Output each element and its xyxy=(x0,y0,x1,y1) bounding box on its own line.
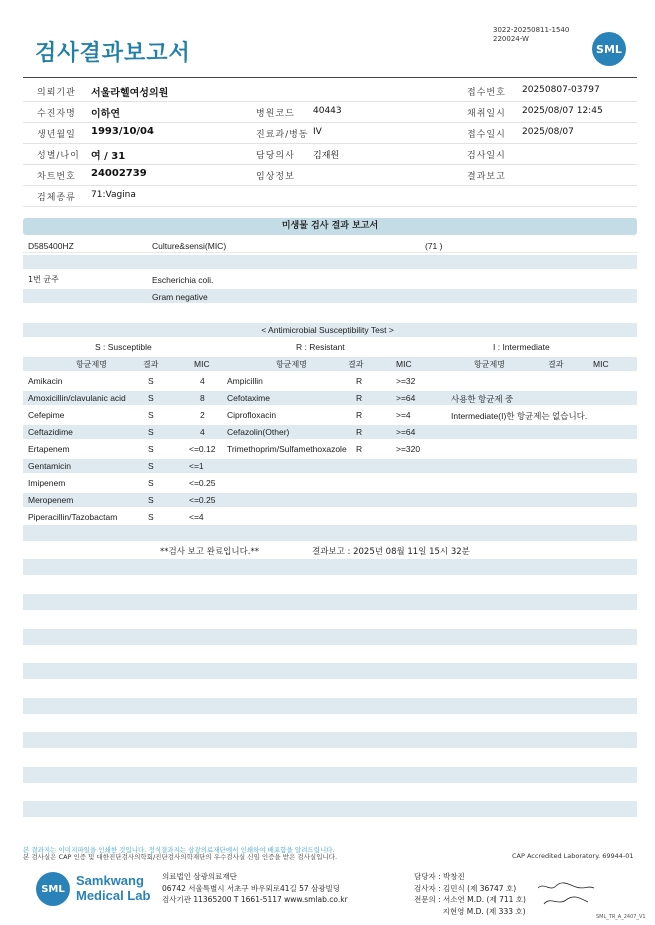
test-name: Culture&sensi(MIC) xyxy=(152,241,227,251)
field-value: 서울라헬여성의원 xyxy=(91,88,169,99)
patient-row xyxy=(23,101,637,123)
signatories: 담당자 : 박창진 검사자 : 김민식 (제 36747 호) 전문의 : 서소연 M.D. (제 711 호) 지현영 M.D. (제 333 호) xyxy=(414,872,526,916)
band xyxy=(23,663,637,679)
drug-name: Cefazolin(Other) xyxy=(227,427,290,437)
test-row xyxy=(23,238,637,253)
drug-result: S xyxy=(148,512,154,522)
field-label: 접수번호 xyxy=(467,88,506,98)
field-label: 접수일시 xyxy=(467,130,506,140)
drug-mic: <=1 xyxy=(189,461,204,471)
band xyxy=(23,425,637,439)
band xyxy=(23,459,637,473)
drug-result: S xyxy=(148,393,154,403)
drug-name: Cefotaxime xyxy=(227,393,270,403)
drug-name: Amikacin xyxy=(28,376,63,386)
drug-mic: 4 xyxy=(200,376,205,386)
drug-name: Ertapenem xyxy=(28,444,70,454)
band xyxy=(23,525,637,541)
col-header-drug: 항균제명 xyxy=(276,360,307,369)
field-label: 차트번호 xyxy=(37,172,76,182)
col-header-mic: MIC xyxy=(593,359,609,369)
drug-result: S xyxy=(148,495,154,505)
legend-intermediate: I : Intermediate xyxy=(493,342,550,352)
drug-mic: 2 xyxy=(200,410,205,420)
band xyxy=(23,732,637,748)
field-value: 24002739 xyxy=(91,168,147,179)
report-time: 결과보고 : 2025년 08월 11일 15시 32분 xyxy=(312,547,470,557)
field-label: 성별/나이 xyxy=(37,151,80,161)
drug-result: S xyxy=(148,461,154,471)
drug-name: Ampicillin xyxy=(227,376,263,386)
field-label: 결과보고 xyxy=(467,172,506,182)
field-label: 의뢰기관 xyxy=(37,88,76,98)
header-divider xyxy=(23,77,637,78)
test-number: (71 ) xyxy=(425,241,443,251)
patient-row xyxy=(23,80,637,102)
drug-mic: >=32 xyxy=(396,376,416,386)
col-header-mic: MIC xyxy=(194,359,210,369)
field-value: 20250807-03797 xyxy=(522,85,600,95)
document-id: 3022-20250811-1540 220024-W xyxy=(493,26,570,43)
form-code: SML_TR_A_2407_V1 xyxy=(596,914,646,920)
patient-row xyxy=(23,185,637,207)
complete-message: **검사 보고 완료입니다.** xyxy=(160,547,260,557)
drug-result: R xyxy=(356,376,363,386)
drug-mic: <=0.12 xyxy=(189,444,216,454)
sml-footer-logo: SML xyxy=(36,872,70,906)
drug-name: Piperacillin/Tazobactam xyxy=(28,512,118,522)
band xyxy=(23,698,637,714)
drug-mic: >=64 xyxy=(396,393,416,403)
micro-section-title: 미생물 검사 결과 보고서 xyxy=(23,218,637,235)
drug-name: Trimethoprim/Sulfamethoxazole xyxy=(227,444,347,454)
print-notice: 본 결과지는 이미지파일을 인쇄한 것입니다. 정식결과지는 삼광의료재단에서 인쇄하여 배포함을 알려드립니다. xyxy=(23,846,335,854)
drug-mic: 4 xyxy=(200,427,205,437)
drug-result: R xyxy=(356,427,363,437)
field-value: 1993/10/04 xyxy=(91,126,154,137)
col-header-result: 결과 xyxy=(143,360,159,369)
cap-accreditation: CAP Accredited Laboratory. 69944-01 xyxy=(512,852,634,860)
field-label: 생년월일 xyxy=(37,130,76,140)
drug-mic: >=64 xyxy=(396,427,416,437)
field-label: 임상정보 xyxy=(256,172,295,182)
drug-name: Cefepime xyxy=(28,410,65,420)
patient-row xyxy=(23,143,637,165)
drug-name: Amoxicillin/clavulanic acid xyxy=(28,393,126,403)
field-value: 이하연 xyxy=(91,109,120,120)
col-header-mic: MIC xyxy=(396,359,412,369)
drug-name: Ciprofloxacin xyxy=(227,410,277,420)
drug-mic: >=4 xyxy=(396,410,411,420)
band xyxy=(23,767,637,783)
drug-name: Gentamicin xyxy=(28,461,71,471)
drug-result: S xyxy=(148,478,154,488)
field-value: 2025/08/07 12:45 xyxy=(522,106,603,116)
field-value: 여 / 31 xyxy=(91,151,126,162)
field-label: 병원코드 xyxy=(256,109,295,119)
band xyxy=(23,289,637,303)
drug-result: S xyxy=(148,427,154,437)
page-title: 검사결과보고서 xyxy=(35,41,191,66)
field-value: 2025/08/07 xyxy=(522,127,574,137)
ast-title: < Antimicrobial Susceptibility Test > xyxy=(261,325,394,335)
col-header-result: 결과 xyxy=(548,360,564,369)
intermediate-note: Intermediate(I)한 항균제는 없습니다. xyxy=(451,411,588,421)
legend-resistant: R : Resistant xyxy=(296,342,345,352)
organism-name: Escherichia coli. xyxy=(152,275,214,285)
legend-susceptible: S : Susceptible xyxy=(95,342,152,352)
field-label: 수진자명 xyxy=(37,109,76,119)
band xyxy=(23,255,637,269)
field-value: 71:Vagina xyxy=(91,190,136,200)
col-header-result: 결과 xyxy=(348,360,364,369)
field-label: 담당의사 xyxy=(256,151,295,161)
field-value: 40443 xyxy=(313,106,342,116)
field-value: 김재원 xyxy=(313,151,340,161)
band xyxy=(23,801,637,817)
drug-result: S xyxy=(148,376,154,386)
drug-name: Ceftazidime xyxy=(28,427,73,437)
band xyxy=(23,357,637,371)
certification-note: 본 검사실은 CAP 인증 및 대한진단검사의학회/진단검사의학재단의 우수검사실 신임 인증을 받은 검사실입니다. xyxy=(23,853,338,861)
handwritten-signature xyxy=(536,880,596,910)
lab-address: 의료법인 삼광의료재단 06742 서울특별시 서초구 바우뫼로41길 57 삼광빌딩 검사기관 11365200 T 1661-5117 www.smlab.co.kr xyxy=(162,872,348,904)
sml-logo: SML xyxy=(592,32,626,66)
field-label: 진료과/병동 xyxy=(256,130,309,140)
drug-name: Meropenem xyxy=(28,495,74,505)
band xyxy=(23,594,637,610)
col-header-drug: 항균제명 xyxy=(474,360,505,369)
patient-row xyxy=(23,122,637,144)
gram-stain: Gram negative xyxy=(152,292,208,302)
field-label: 검체종류 xyxy=(37,193,76,203)
lab-name: Samkwang Medical Lab xyxy=(76,873,151,903)
drug-name: Imipenem xyxy=(28,478,66,488)
field-label: 채취일시 xyxy=(467,109,506,119)
test-code: D585400HZ xyxy=(28,241,74,251)
patient-row xyxy=(23,164,637,186)
drug-result: R xyxy=(356,410,363,420)
field-label: 검사일시 xyxy=(467,151,506,161)
drug-mic: 8 xyxy=(200,393,205,403)
drug-mic: <=4 xyxy=(189,512,204,522)
band xyxy=(23,493,637,507)
band xyxy=(23,629,637,645)
drug-mic: >=320 xyxy=(396,444,421,454)
drug-result: R xyxy=(356,444,363,454)
drug-result: R xyxy=(356,393,363,403)
field-value: IV xyxy=(313,127,322,137)
organism-label: 1번 균주 xyxy=(28,275,59,284)
drug-result: S xyxy=(148,410,154,420)
drug-mic: <=0.25 xyxy=(189,478,216,488)
col-header-drug: 항균제명 xyxy=(76,360,107,369)
drug-mic: <=0.25 xyxy=(189,495,216,505)
intermediate-note: 사용한 항균제 중 xyxy=(451,394,514,404)
band xyxy=(23,306,637,320)
drug-result: S xyxy=(148,444,154,454)
band xyxy=(23,559,637,575)
